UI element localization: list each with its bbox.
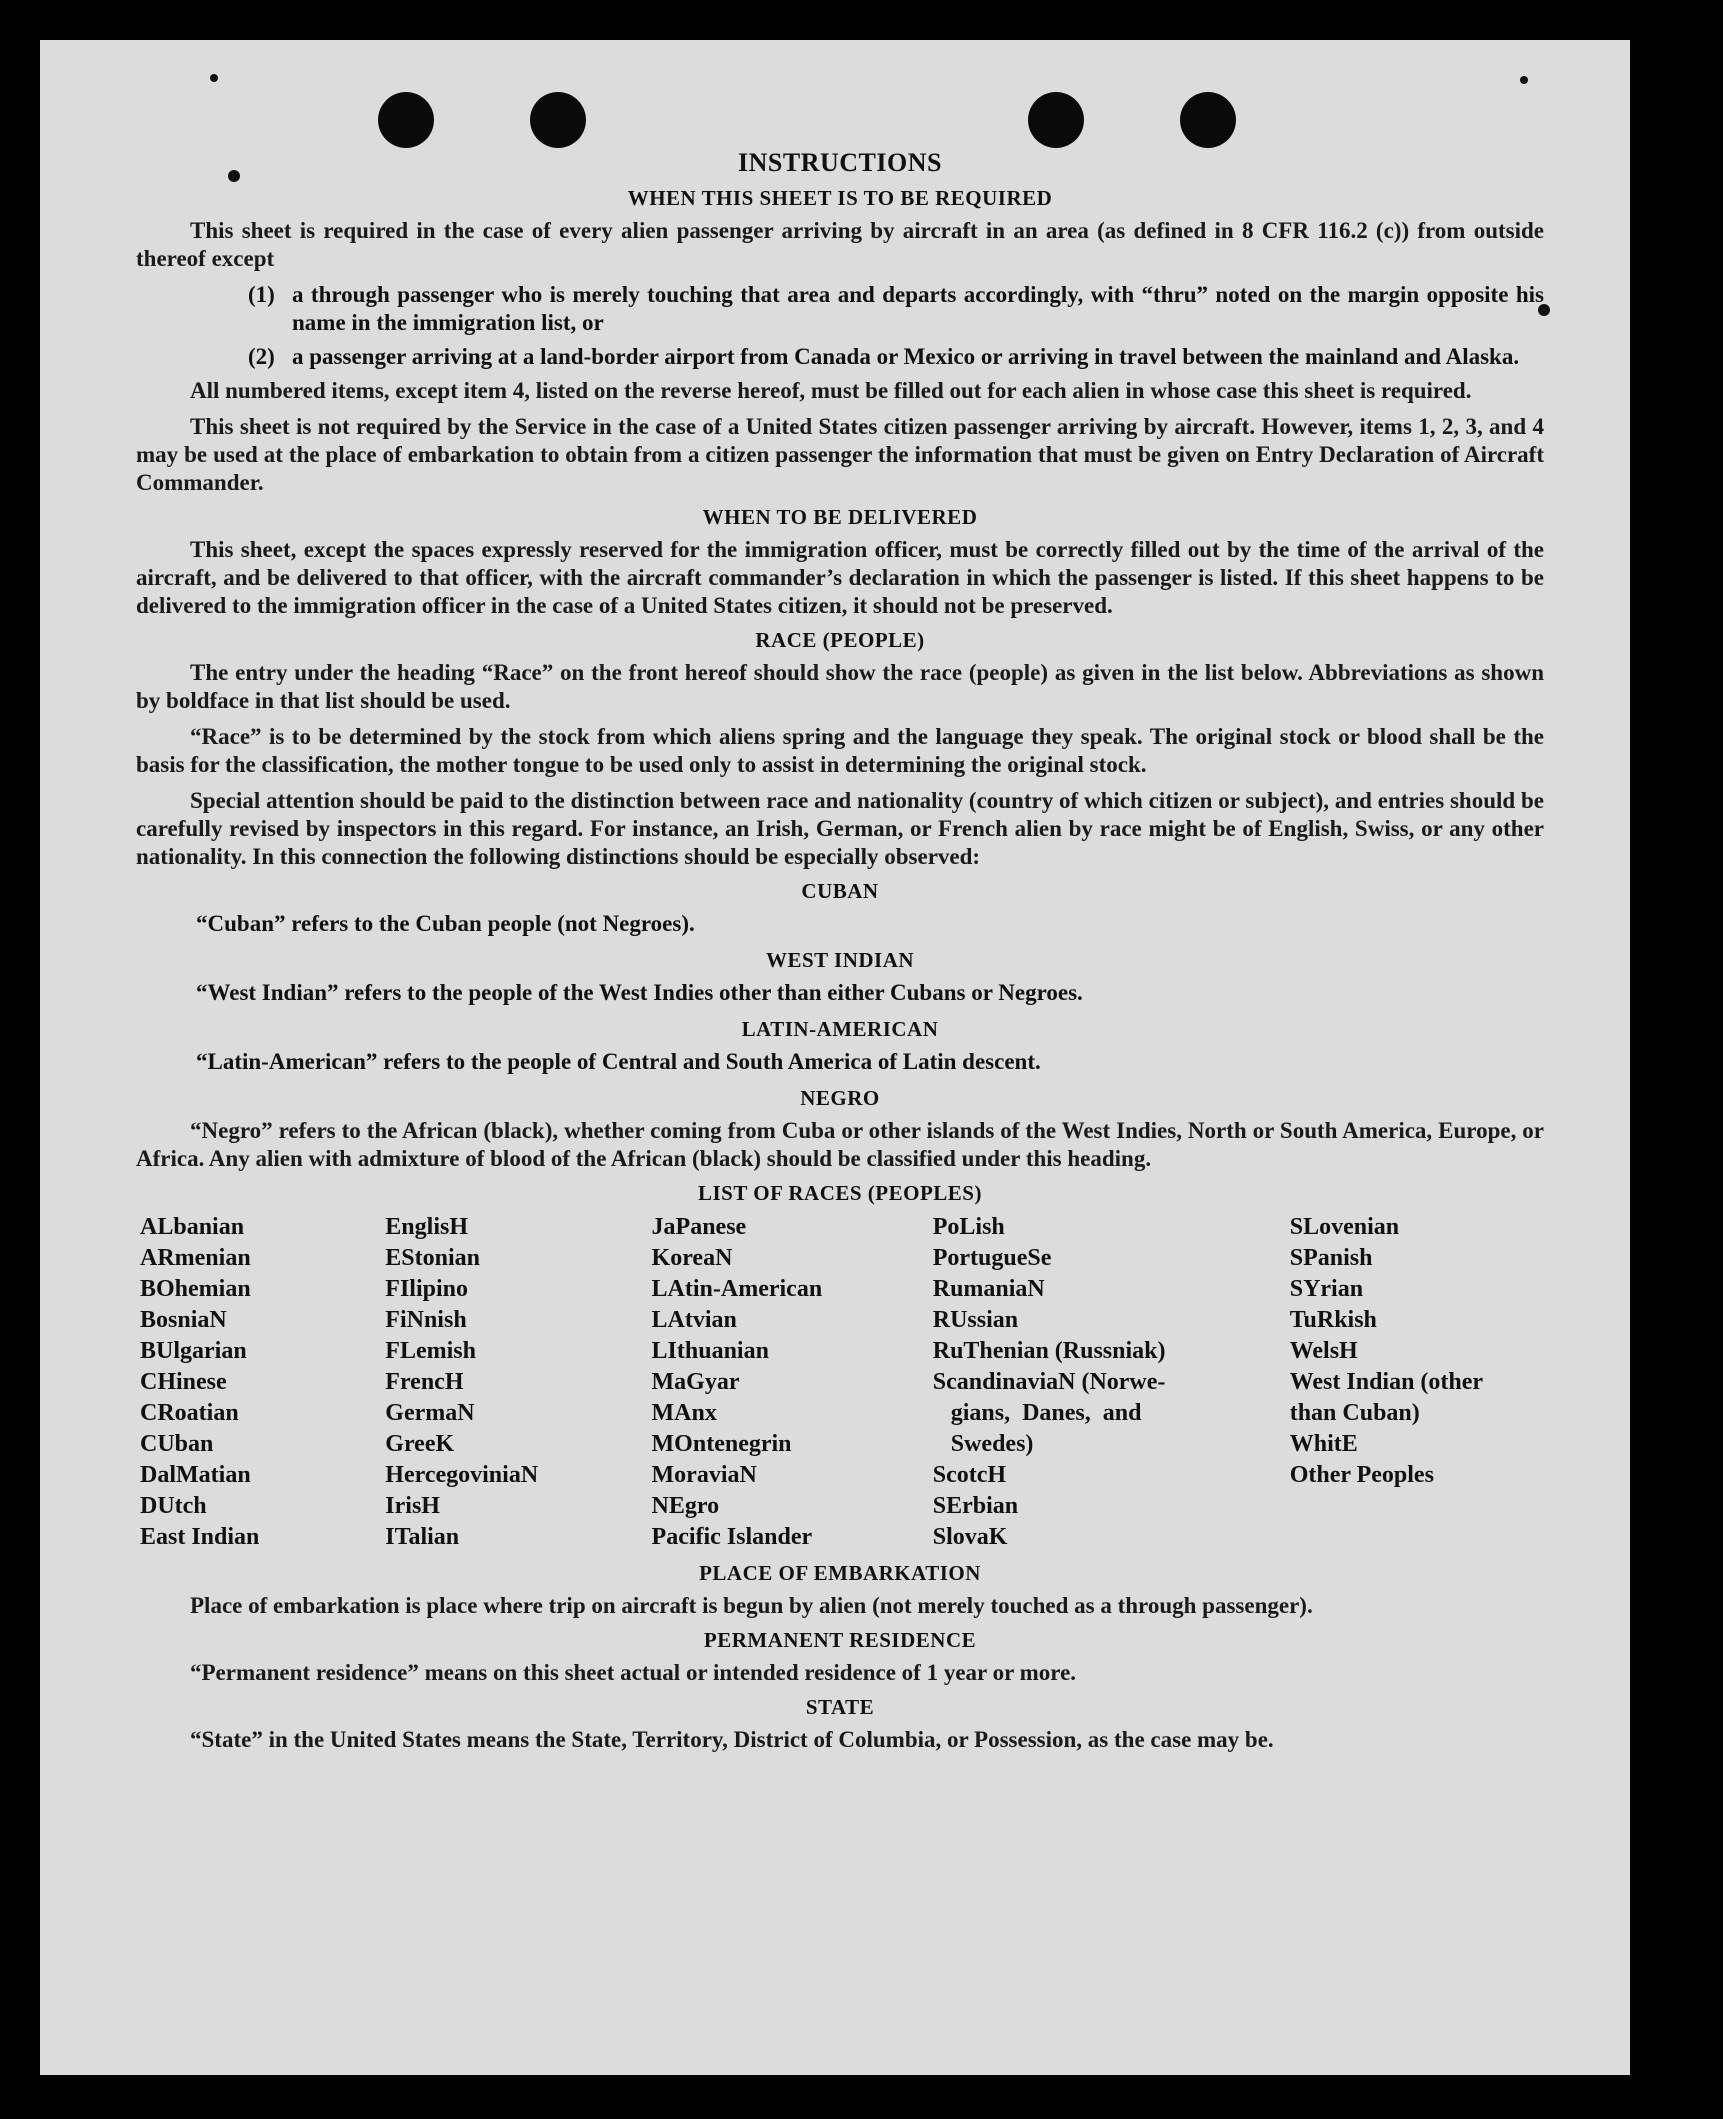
paragraph: This sheet is required in the case of every alien passenger arriving by aircraft in an area (as defined in 8 CFR 116.2 (c)) from outside thereof except [136,218,1544,271]
race-entry: SPanish [1289,1245,1373,1271]
section-heading: PERMANENT RESIDENCE [703,1628,977,1652]
races-column [652,1212,933,1553]
race-entry: LAtin-American [651,1276,823,1302]
race-entry: LIthuanian [651,1338,769,1364]
race-entry: KoreaN [651,1245,733,1271]
list-item: (1) a through passenger who is merely touching that area and departs accordingly, with “thru” noted on the margin opposite his name in the immigration list, or [248,282,1544,335]
race-entry: ScandinaviaN (Norwe- [932,1369,1166,1395]
section-heading: NEGRO [800,1086,880,1110]
section-heading: LATIN-AMERICAN [741,1017,939,1041]
race-entry: RUssian [932,1307,1019,1333]
race-entry: WhitE [1289,1431,1358,1457]
section-heading: RACE (PEOPLE) [755,628,925,652]
race-entry: BosniaN [140,1307,227,1333]
race-entry: BUlgarian [140,1338,247,1364]
paragraph: Special attention should be paid to the distinction between race and nationality (country of which citizen or subject), and entries should be carefully revised by inspectors in this regard. For instance, an Irish, German, or French alien by race might be of English, Swiss, or any other nationality. In this connection the following distinctions should be especially observed: [136,788,1544,869]
race-entry: PoLish [932,1214,1005,1240]
race-entry: JaPanese [651,1214,747,1240]
race-entry: CUban [140,1431,214,1457]
race-entry: IrisH [385,1493,440,1519]
list-item: (2) a passenger arriving at a land-border airport from Canada or Mexico or arriving in travel between the mainland and Alaska. [248,344,1520,369]
race-entry: EStonian [385,1245,481,1271]
section-heading: CUBAN [801,879,879,903]
race-entry: FiNnish [385,1307,467,1333]
race-entry: FLemish [385,1338,476,1364]
races-column [140,1212,385,1553]
race-entry: LAtvian [651,1307,737,1333]
ink-speck [210,74,218,82]
race-entry: RumaniaN [932,1276,1045,1302]
race-entry: MAnx [651,1400,717,1426]
race-entry: NEgro [651,1493,720,1519]
race-entry: West Indian (other [1289,1369,1484,1395]
paragraph: “Race” is to be determined by the stock from which aliens spring and the language they speak. The original stock or blood shall be the basis for the classification, the mother tongue to be used only to assist in determining the original stock. [136,724,1544,777]
paragraph: The entry under the heading “Race” on the front hereof should show the race (people) as given in the list below. Abbreviations as shown by boldface in that list should be used. [136,660,1544,713]
race-entry: HercegoviniaN [385,1462,539,1488]
races-column [933,1212,1290,1553]
race-entry: MOntenegrin [651,1431,792,1457]
section-heading: LIST OF RACES (PEOPLES) [698,1181,982,1205]
section-heading: WHEN THIS SHEET IS TO BE REQUIRED [627,186,1053,210]
race-entry: DUtch [140,1493,207,1519]
races-column [1290,1212,1544,1553]
definition: “Cuban” refers to the Cuban people (not Negroes). [196,911,695,936]
paragraph: “State” in the United States means the State, Territory, District of Columbia, or Possession, as the case may be. [190,1727,1274,1752]
page-title: INSTRUCTIONS [738,148,942,177]
race-entry: DalMatian [140,1462,251,1488]
race-entry: FIlipino [385,1276,468,1302]
paragraph: This sheet is not required by the Service in the case of a United States citizen passenger arriving by aircraft. However, items 1, 2, 3, and 4 may be used at the place of embarkation to obtain from a citizen passenger the information that must be given on Entry Declaration of Aircraft Commander. [136,414,1544,495]
race-entry: MoraviaN [651,1462,757,1488]
race-entry: PortugueSe [932,1245,1052,1271]
race-entry: SErbian [932,1493,1019,1519]
section-heading: WHEN TO BE DELIVERED [702,505,978,529]
races-list [140,1212,1544,1553]
race-entry: ALbanian [140,1214,245,1240]
race-entry: CHinese [140,1369,227,1395]
paragraph: This sheet, except the spaces expressly reserved for the immigration officer, must be correctly filled out by the time of the arrival of the aircraft, and be delivered to that officer, with the aircraft commander’s declaration in which the passenger is listed. If this sheet happens to be delivered to the immigration officer in the case of a United States citizen, it should not be preserved. [136,537,1544,618]
paragraph: All numbered items, except item 4, listed on the reverse hereof, must be filled out for each alien in whose case this sheet is required. [190,378,1472,403]
race-entry: WelsH [1289,1338,1358,1364]
definition: “Latin-American” refers to the people of Central and South America of Latin descent. [196,1049,1041,1074]
section-heading: STATE [805,1695,875,1719]
race-entry: Swedes) [932,1431,1034,1457]
race-entry: MaGyar [651,1369,740,1395]
race-entry: East Indian [140,1524,260,1550]
race-entry: EnglisH [385,1214,468,1240]
races-column [385,1212,651,1553]
ink-speck [1520,76,1528,84]
race-entry: SLovenian [1289,1214,1400,1240]
section-heading: WEST INDIAN [765,948,915,972]
instructions-content [136,112,1544,1762]
race-entry: SlovaK [932,1524,1008,1550]
paragraph: “Permanent residence” means on this sheet actual or intended residence of 1 year or more. [190,1660,1077,1685]
paragraph: “Negro” refers to the African (black), whether coming from Cuba or other islands of the West Indies, North or South America, Europe, or Africa. Any alien with admixture of blood of the African (black) should be classified under this heading. [136,1118,1544,1171]
race-entry: SYrian [1289,1276,1364,1302]
race-entry: GermaN [385,1400,475,1426]
race-entry: GreeK [385,1431,455,1457]
paragraph: Place of embarkation is place where trip on aircraft is begun by alien (not merely touched as a through passenger). [190,1593,1313,1618]
race-entry: RuThenian (Russniak) [932,1338,1166,1364]
race-entry: BOhemian [140,1276,251,1302]
race-entry: ITalian [385,1524,460,1550]
race-entry: than Cuban) [1289,1400,1420,1426]
definition: “West Indian” refers to the people of the West Indies other than either Cubans or Negroes. [196,980,1083,1005]
race-entry: TuRkish [1289,1307,1377,1333]
race-entry: ScotcH [932,1462,1007,1488]
race-entry: ARmenian [140,1245,251,1271]
race-entry: CRoatian [140,1400,239,1426]
document-sheet [40,40,1630,2075]
race-entry: FrencH [385,1369,464,1395]
race-entry: gians, Danes, and [932,1400,1142,1426]
section-heading: PLACE OF EMBARKATION [699,1561,981,1585]
race-entry: Pacific Islander [651,1524,813,1550]
race-entry: Other Peoples [1289,1462,1434,1488]
